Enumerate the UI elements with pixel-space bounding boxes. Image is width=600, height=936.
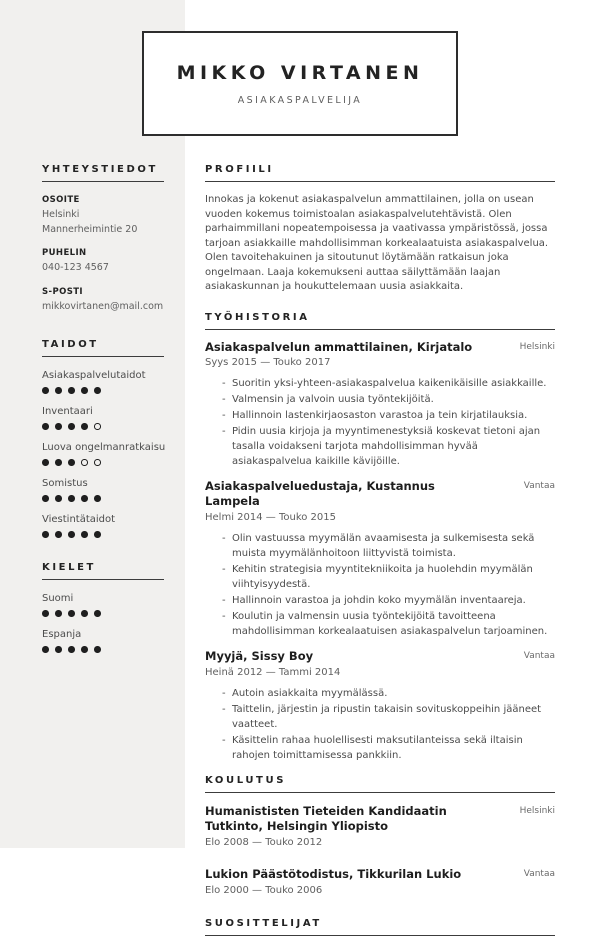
rating-dot-filled: [42, 610, 49, 617]
rating-dot-filled: [68, 423, 75, 430]
rating-dot-filled: [68, 531, 75, 538]
language-name: Espanja: [42, 628, 82, 640]
job-bullets: [205, 686, 555, 763]
skill-name: Inventaari: [42, 405, 93, 417]
rating-dot-filled: [42, 459, 49, 466]
contact-label-phone: PUHELIN: [42, 248, 87, 259]
education-location: Helsinki: [519, 806, 555, 817]
skills-section: [42, 339, 164, 538]
rating-dot-filled: [42, 423, 49, 430]
skill-rating: [42, 459, 164, 466]
contact-address: [42, 195, 164, 237]
contact-label-email: S-POSTI: [42, 287, 83, 298]
profile-heading: PROFIILI: [205, 164, 555, 182]
languages-heading: KIELET: [42, 562, 164, 580]
job-bullet: - Autoin asiakkaita myymälässä.: [232, 686, 555, 701]
skill-rating: [42, 531, 164, 538]
job-location: Vantaa: [523, 651, 555, 662]
rating-dot-filled: [42, 495, 49, 502]
job-bullets: [205, 376, 555, 469]
contact-email-address: mikkovirtanen@mail.com: [42, 301, 164, 313]
rating-dot-filled: [81, 423, 88, 430]
rating-dot-filled: [55, 459, 62, 466]
profile-section: [205, 164, 555, 295]
education-entry: [205, 867, 555, 896]
contact-address-city: Helsinki: [42, 209, 80, 220]
job-header: [205, 649, 555, 664]
rating-dot-empty: [94, 423, 101, 430]
job-bullet: - Hallinnoin lastenkirjaosaston varastoa ja tein kirjatilauksia.: [232, 408, 555, 423]
sidebar: [42, 164, 164, 677]
rating-dot-filled: [81, 495, 88, 502]
job-location: Vantaa: [523, 481, 555, 492]
job-location: Helsinki: [519, 341, 555, 352]
job-entry: [205, 479, 555, 639]
job-entry: [205, 340, 555, 470]
job-bullet: - Käsittelin rahaa huolellisesti maksutilanteissa sekä iltaisin rahojen toimittamisessa pankkiin.: [232, 733, 555, 763]
skill-name: Somistus: [42, 477, 88, 489]
job-bullet: - Koulutin ja valmensin uusia työntekijöitä tavoitteena mahdollisimman korkealaatuisen asiakaspalvelun tarjoaminen.: [232, 609, 555, 639]
rating-dot-filled: [94, 531, 101, 538]
job-title: Asiakaspalveluedustaja, Kustannus Lampela: [205, 479, 435, 509]
rating-dot-filled: [94, 387, 101, 394]
education-dates: Elo 2008 — Touko 2012: [205, 837, 323, 849]
job-header: [205, 479, 555, 509]
rating-dot-filled: [42, 646, 49, 653]
skill-item: [42, 370, 164, 394]
education-heading: KOULUTUS: [205, 775, 555, 793]
rating-dot-empty: [94, 459, 101, 466]
job-bullet: - Olin vastuussa myymälän avaamisesta ja sulkemisesta sekä muista myymälänhoitoon liittyvistä toimista.: [232, 531, 555, 561]
rating-dot-filled: [55, 531, 62, 538]
language-item: [42, 629, 164, 653]
rating-dot-filled: [68, 459, 75, 466]
job-dates: Helmi 2014 — Touko 2015: [205, 512, 337, 524]
rating-dot-filled: [68, 387, 75, 394]
work-history-section: [205, 312, 555, 764]
education-title: Lukion Päästötodistus, Tikkurilan Lukio: [205, 867, 462, 882]
rating-dot-filled: [94, 610, 101, 617]
contact-phone: [42, 248, 164, 276]
contact-section: [42, 164, 164, 315]
rating-dot-filled: [81, 646, 88, 653]
rating-dot-filled: [68, 495, 75, 502]
education-section: [205, 775, 555, 896]
languages-section: [42, 562, 164, 653]
rating-dot-filled: [42, 387, 49, 394]
contact-phone-number: 040-123 4567: [42, 262, 109, 274]
rating-dot-filled: [55, 495, 62, 502]
skill-item: [42, 406, 164, 430]
contact-heading: YHTEYSTIEDOT: [42, 164, 164, 182]
rating-dot-filled: [81, 531, 88, 538]
skill-name: Asiakaspalvelutaidot: [42, 369, 146, 381]
work-history-heading: TYÖHISTORIA: [205, 312, 555, 330]
job-title: Asiakaspalvelun ammattilainen, Kirjatalo: [205, 339, 473, 354]
education-header: [205, 867, 555, 882]
job-dates: Heinä 2012 — Tammi 2014: [205, 667, 341, 679]
job-bullet: - Taittelin, järjestin ja ripustin takaisin sovituskoppeihin jääneet vaatteet.: [232, 702, 555, 732]
rating-dot-filled: [94, 646, 101, 653]
skill-rating: [42, 423, 164, 430]
rating-dot-filled: [68, 646, 75, 653]
job-dates: Syys 2015 — Touko 2017: [205, 357, 331, 369]
references-heading: SUOSITTELIJAT: [205, 918, 555, 936]
education-title: Humanististen Tieteiden Kandidaatin Tutkinto, Helsingin Yliopisto: [205, 804, 447, 834]
job-bullet: - Hallinnoin varastoa ja johdin koko myymälän inventaareja.: [232, 593, 555, 608]
language-item: [42, 593, 164, 617]
profile-text: Innokas ja kokenut asiakaspalvelun ammattilainen, jolla on usean vuoden kokemus toimistoalan asiakaspalvelutehtävistä. Olen parhaimmillani nopeatempoisessa ja vaativassa ympäristössä, jossa tarjoan asiakkaille mahdollisimman korkealaatuista asiakaspalvelua. Olen tavoitehakuinen ja sitoutunut löytämään ratkaisun joka ongelmaan. Laaja kokemukseni auttaa säilyttämään laajan asiakaskunnan ja houkuttelemaan uusia asiakkaita.: [205, 194, 549, 292]
rating-dot-filled: [42, 531, 49, 538]
rating-dot-filled: [55, 646, 62, 653]
job-bullet: - Pidin uusia kirjoja ja myyntimenestyksiä koskevat tietoni ajan tasalla voidakseni tarjota mahdollisimman hyvää asiakaspalvelua kaikille kävijöille.: [232, 424, 555, 469]
rating-dot-filled: [55, 387, 62, 394]
skill-name: Viestintätaidot: [42, 513, 116, 525]
skill-name: Luova ongelmanratkaisu: [42, 441, 166, 453]
language-rating: [42, 646, 164, 653]
skill-rating: [42, 495, 164, 502]
skill-item: [42, 514, 164, 538]
job-header: [205, 340, 555, 355]
job-bullets: [205, 531, 555, 639]
skill-rating: [42, 387, 164, 394]
contact-email: [42, 287, 164, 315]
job-bullet: - Valmensin ja valvoin uusia työntekijöitä.: [232, 392, 555, 407]
person-name: MIKKO VIRTANEN: [176, 61, 424, 84]
job-bullet: - Kehitin strategisia myyntitekniikoita ja huolehdin myymälän viihtyisyydestä.: [232, 562, 555, 592]
job-bullet: - Suoritin yksi-yhteen-asiakaspalvelua kaikenikäisille asiakkaille.: [232, 376, 555, 391]
rating-dot-filled: [81, 387, 88, 394]
skill-item: [42, 442, 164, 466]
contact-address-street: Mannerheimintie 20: [42, 223, 138, 235]
education-dates: Elo 2000 — Touko 2006: [205, 885, 323, 897]
job-entry: [205, 649, 555, 763]
rating-dot-filled: [55, 610, 62, 617]
rating-dot-filled: [81, 610, 88, 617]
header-name-box: [142, 31, 458, 136]
skills-heading: TAIDOT: [42, 339, 164, 357]
job-title: Myyjä, Sissy Boy: [205, 649, 314, 664]
contact-label-address: OSOITE: [42, 195, 80, 205]
references-section: [205, 918, 555, 936]
rating-dot-filled: [68, 610, 75, 617]
skill-item: [42, 478, 164, 502]
education-location: Vantaa: [523, 869, 555, 880]
main-column: [205, 164, 555, 936]
rating-dot-filled: [55, 423, 62, 430]
education-entry: [205, 804, 555, 848]
education-header: [205, 804, 555, 834]
rating-dot-filled: [94, 495, 101, 502]
rating-dot-empty: [81, 459, 88, 466]
language-rating: [42, 610, 164, 617]
language-name: Suomi: [42, 592, 74, 604]
person-job-title: ASIAKASPALVELIJA: [237, 94, 363, 106]
